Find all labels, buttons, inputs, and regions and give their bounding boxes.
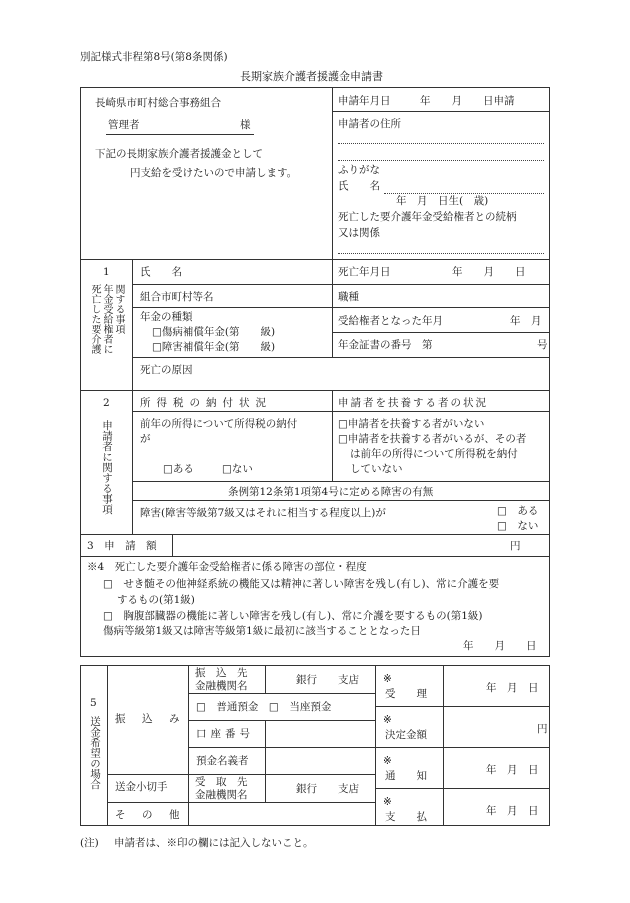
office-notice-mark: ※ xyxy=(383,755,392,767)
recv-bank-name-field[interactable]: 銀行 支店 xyxy=(296,783,359,795)
relation-label-2: 又は関係 xyxy=(338,227,380,239)
section2-number: 2 xyxy=(103,397,110,409)
request-line-1: 下記の長期家族介護者援護金として xyxy=(95,148,263,160)
furigana-label: ふりがな xyxy=(338,164,380,176)
org-label: 組合市町村等名 xyxy=(140,291,214,303)
apply-date-field[interactable]: 年 月 日申請 xyxy=(420,95,515,107)
address-label: 申請者の住所 xyxy=(338,118,401,130)
pension-option-injury[interactable]: □傷病補償年金(第 級) xyxy=(152,326,276,338)
account-number-field[interactable] xyxy=(268,722,372,746)
birth-date-field[interactable]: 年 月 日生( 歳) xyxy=(396,195,489,207)
other-label: そ の 他 xyxy=(115,809,183,821)
transfer-label: 振 込 み xyxy=(115,713,183,725)
tax-no-checkbox[interactable]: □ない xyxy=(222,463,253,475)
disability-header: 条例第12条第1項第4号に定める障害の有無 xyxy=(228,486,434,498)
section3-label: 3 申 請 額 xyxy=(87,540,157,552)
death-cause-label: 死亡の原因 xyxy=(140,364,193,376)
recv-bank-label-2: 金融機関名 xyxy=(195,789,248,801)
bank-label-1: 振 込 先 xyxy=(195,667,248,679)
pension-type-label: 年金の種類 xyxy=(140,311,193,323)
deceased-name-label: 氏 名 xyxy=(140,266,182,278)
section1-side-label-b: 年金受給権者に xyxy=(101,284,112,354)
applicant-name-label: 氏 名 xyxy=(338,180,380,192)
address-field[interactable] xyxy=(338,143,544,144)
disability-yes-checkbox[interactable]: □ ある xyxy=(497,505,539,517)
death-date-field[interactable]: 年 月 日 xyxy=(452,266,526,278)
relation-label-1: 死亡した要介護年金受給権者との続柄 xyxy=(338,211,517,223)
form-title: 長期家族介護者援護金申請書 xyxy=(240,70,383,83)
request-line-2: 円支給を受けたいので申請します。 xyxy=(130,167,298,179)
office-receipt-value: 年 月 日 xyxy=(486,682,539,694)
certificate-number-label: 年金証書の番号 第 xyxy=(338,339,433,351)
account-number-label: 口座番号 xyxy=(196,728,254,740)
bank-label-2: 金融機関名 xyxy=(195,680,248,692)
deposit-type-checkboxes[interactable]: □ 普通預金 □ 当座預金 xyxy=(196,701,332,713)
check-label: 送金小切手 xyxy=(115,781,168,793)
support-option-none[interactable]: □申請者を扶養する者がいない xyxy=(338,418,485,430)
section2-side-label: 申請者に関する事項 xyxy=(101,420,113,515)
relation-field[interactable] xyxy=(338,253,544,254)
certificate-number-field[interactable]: 号 xyxy=(537,339,548,351)
application-amount-field[interactable]: 円 xyxy=(510,540,521,552)
office-amount-value: 円 xyxy=(537,723,548,735)
office-amount-label: 決定金額 xyxy=(385,729,427,741)
disability-text: 障害(障害等級第7級又はそれに相当する程度以上)が xyxy=(140,507,386,519)
apply-date-label: 申請年月日 xyxy=(338,95,391,107)
office-payment-label: 支 払 xyxy=(385,811,427,823)
section4-title: ※4 死亡した要介護年金受給権者に係る障害の部位・程度 xyxy=(87,561,367,573)
section4-item1-line2: するもの(第1級) xyxy=(117,594,195,606)
tax-status-header: 所得税の納付状況 xyxy=(140,397,272,409)
section5-number: 5 xyxy=(90,697,97,709)
support-option-exists-line3: していない xyxy=(350,463,403,475)
section4-item2[interactable]: □ 胸腹部臓器の機能に著しい障害を残し(有し)、常に介護を要するもの(第1級) xyxy=(103,610,483,622)
office-payment-value: 年 月 日 xyxy=(486,805,539,817)
occupation-label: 職種 xyxy=(338,291,359,303)
office-payment-mark: ※ xyxy=(383,796,392,808)
account-holder-field[interactable] xyxy=(268,749,372,773)
support-option-exists[interactable]: □申請者を扶養する者がいるが、その者 xyxy=(338,433,527,445)
office-notice-label: 通 知 xyxy=(385,770,427,782)
death-date-label: 死亡年月日 xyxy=(338,266,391,278)
office-notice-value: 年 月 日 xyxy=(486,764,539,776)
recv-bank-label-1: 受 取 先 xyxy=(195,776,248,788)
tax-question-1: 前年の所得について所得税の納付 xyxy=(140,418,298,430)
disability-no-checkbox[interactable]: □ ない xyxy=(497,520,539,532)
entitled-date-field[interactable]: 年 月 xyxy=(510,315,542,327)
note-label: (注) xyxy=(80,837,99,849)
office-amount-mark: ※ xyxy=(383,714,392,726)
pension-option-disability[interactable]: □障害補償年金(第 級) xyxy=(152,341,276,353)
form-reference: 別記様式非程第8号(第8条関係) xyxy=(80,51,228,63)
support-option-exists-line2: は前年の所得について所得税を納付 xyxy=(350,448,518,460)
support-status-header: 申請者を扶養する者の状況 xyxy=(338,397,488,409)
tax-yes-checkbox[interactable]: □ある xyxy=(163,463,194,475)
bank-name-field[interactable]: 銀行 支店 xyxy=(296,674,359,686)
section1-side-label-a: 死亡した要介護 xyxy=(89,284,100,354)
section1-side-label-c: 関する事項 xyxy=(113,284,124,334)
sama-label: 様 xyxy=(240,119,251,131)
manager-label: 管理者 xyxy=(108,119,140,131)
section4-date-field[interactable]: 年 月 日 xyxy=(463,640,537,652)
tax-question-2: が xyxy=(140,433,151,445)
office-receipt-mark: ※ xyxy=(383,673,392,685)
note-text: 申請者は、※印の欄には記入しないこと。 xyxy=(114,837,314,849)
section5-side-label: 送金希望の場合 xyxy=(89,716,101,790)
section4-item1[interactable]: □ せき髄その他神経系統の機能又は精神に著しい障害を残し(有し)、常に介護を要 xyxy=(103,578,500,590)
section4-grade-line: 傷病等級第1級又は障害等級第1級に最初に該当することとなった日 xyxy=(103,625,421,637)
section1-number: 1 xyxy=(103,266,110,278)
account-holder-label: 預金名義者 xyxy=(196,755,249,767)
office-receipt-label: 受 理 xyxy=(385,688,427,700)
entitled-date-label: 受給権者となった年月 xyxy=(338,315,443,327)
org-name: 長崎県市町村総合事務組合 xyxy=(95,97,221,109)
